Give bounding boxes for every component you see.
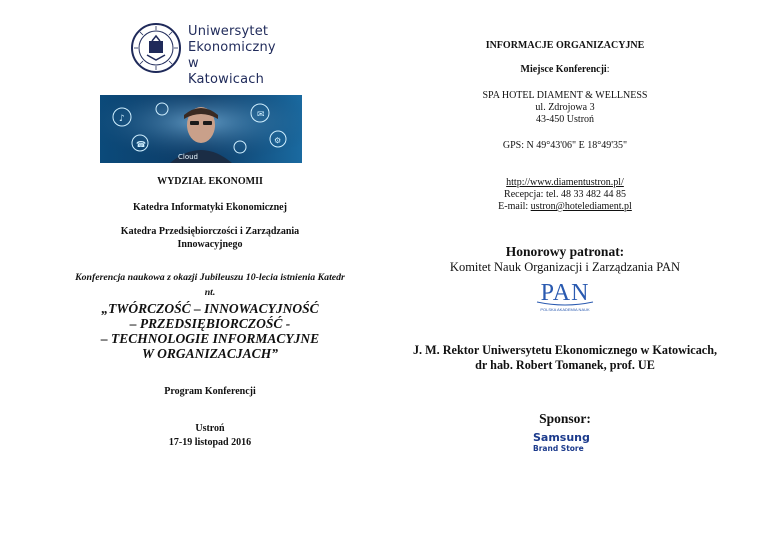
contact-info — [425, 177, 705, 213]
conference-title-line4: W ORGANIZACJACH” — [142, 346, 278, 361]
conference-title-line2: – PRZEDSIĘBIORCZOŚĆ - — [129, 316, 291, 331]
hotel-street: ul. Zdrojowa 3 — [535, 102, 595, 113]
university-logo — [130, 22, 276, 87]
svg-text:♪: ♪ — [119, 114, 125, 124]
conference-title-line1: „TWÓRCZOŚĆ – INNOWACYJNOŚĆ — [101, 301, 319, 316]
department-entrepreneurship-line2: Innowacyjnego — [177, 239, 243, 250]
pan-logo-text: PAN — [540, 280, 590, 306]
sponsor-heading: Sponsor: — [539, 411, 591, 426]
university-seal-icon — [130, 22, 182, 74]
samsung-brand-store-logo — [533, 432, 590, 453]
program-label: Program Konferencji — [164, 386, 256, 397]
banner-image — [100, 95, 302, 163]
gps-coordinates: GPS: N 49°43'06" E 18°49'35" — [502, 140, 628, 151]
conference-dates: 17-19 listopad 2016 — [168, 437, 252, 448]
conference-place-date — [40, 422, 380, 450]
svg-text:☎: ☎ — [136, 140, 146, 149]
organizational-info-heading: INFORMACJE ORGANIZACYJNE — [485, 40, 645, 51]
hotel-name: SPA HOTEL DIAMENT & WELLNESS — [482, 90, 648, 101]
pan-logo — [525, 278, 605, 314]
email-link[interactable]: ustron@hotelediament.pl — [530, 201, 632, 212]
email-prefix: E-mail: — [498, 201, 531, 212]
venue-label-colon: : — [606, 64, 610, 75]
samsung-logo-line1: Samsung — [533, 431, 590, 444]
patronage-organization: Komitet Nauk Organizacji i Zarządzania PAN — [449, 260, 681, 274]
pan-logo-subtitle: POLSKA AKADEMIA NAUK — [540, 307, 590, 312]
conference-title-line3: – TECHNOLOGIE INFORMACYJNE — [100, 331, 320, 346]
conference-title — [60, 301, 360, 361]
venue-address — [425, 90, 705, 126]
banner-cloud-text: Cloud — [178, 153, 198, 161]
svg-text:⚙: ⚙ — [274, 136, 282, 145]
venue-label — [425, 64, 705, 75]
reception-phone: Recepcja: tel. 48 33 482 44 85 — [504, 189, 626, 200]
department-entrepreneurship — [40, 225, 380, 251]
faculty-name: WYDZIAŁ EKONOMII — [157, 176, 263, 187]
rector-line1: J. M. Rektor Uniwersytetu Ekonomicznego w Katowicach, — [412, 343, 718, 357]
rector-patronage — [395, 343, 735, 373]
conference-occasion-line2: nt. — [204, 287, 216, 298]
venue-label-text: Miejsce Konferencji — [520, 64, 607, 75]
university-name — [188, 24, 276, 88]
conference-occasion-line1: Konferencja naukowa z okazji Jubileuszu 10-lecia istnienia Katedr — [75, 272, 345, 283]
patronage-heading: Honorowy patronat: — [505, 244, 625, 259]
website-link[interactable]: http://www.diamentustron.pl/ — [506, 177, 624, 188]
conference-place: Ustroń — [195, 423, 225, 434]
university-name-line1: Uniwersytet — [188, 24, 269, 39]
rector-line2: dr hab. Robert Tomanek, prof. UE — [475, 358, 655, 372]
svg-text:✉: ✉ — [257, 110, 265, 120]
conference-occasion — [40, 270, 380, 300]
university-name-line2: Ekonomiczny — [188, 40, 276, 55]
department-entrepreneurship-line1: Katedra Przedsiębiorczości i Zarządzania — [120, 226, 300, 237]
department-informatics: Katedra Informatyki Ekonomicznej — [133, 202, 287, 213]
university-name-line3: w Katowicach — [188, 56, 265, 87]
hotel-city: 43-450 Ustroń — [535, 114, 595, 125]
samsung-logo-line2: Brand Store — [533, 444, 584, 453]
